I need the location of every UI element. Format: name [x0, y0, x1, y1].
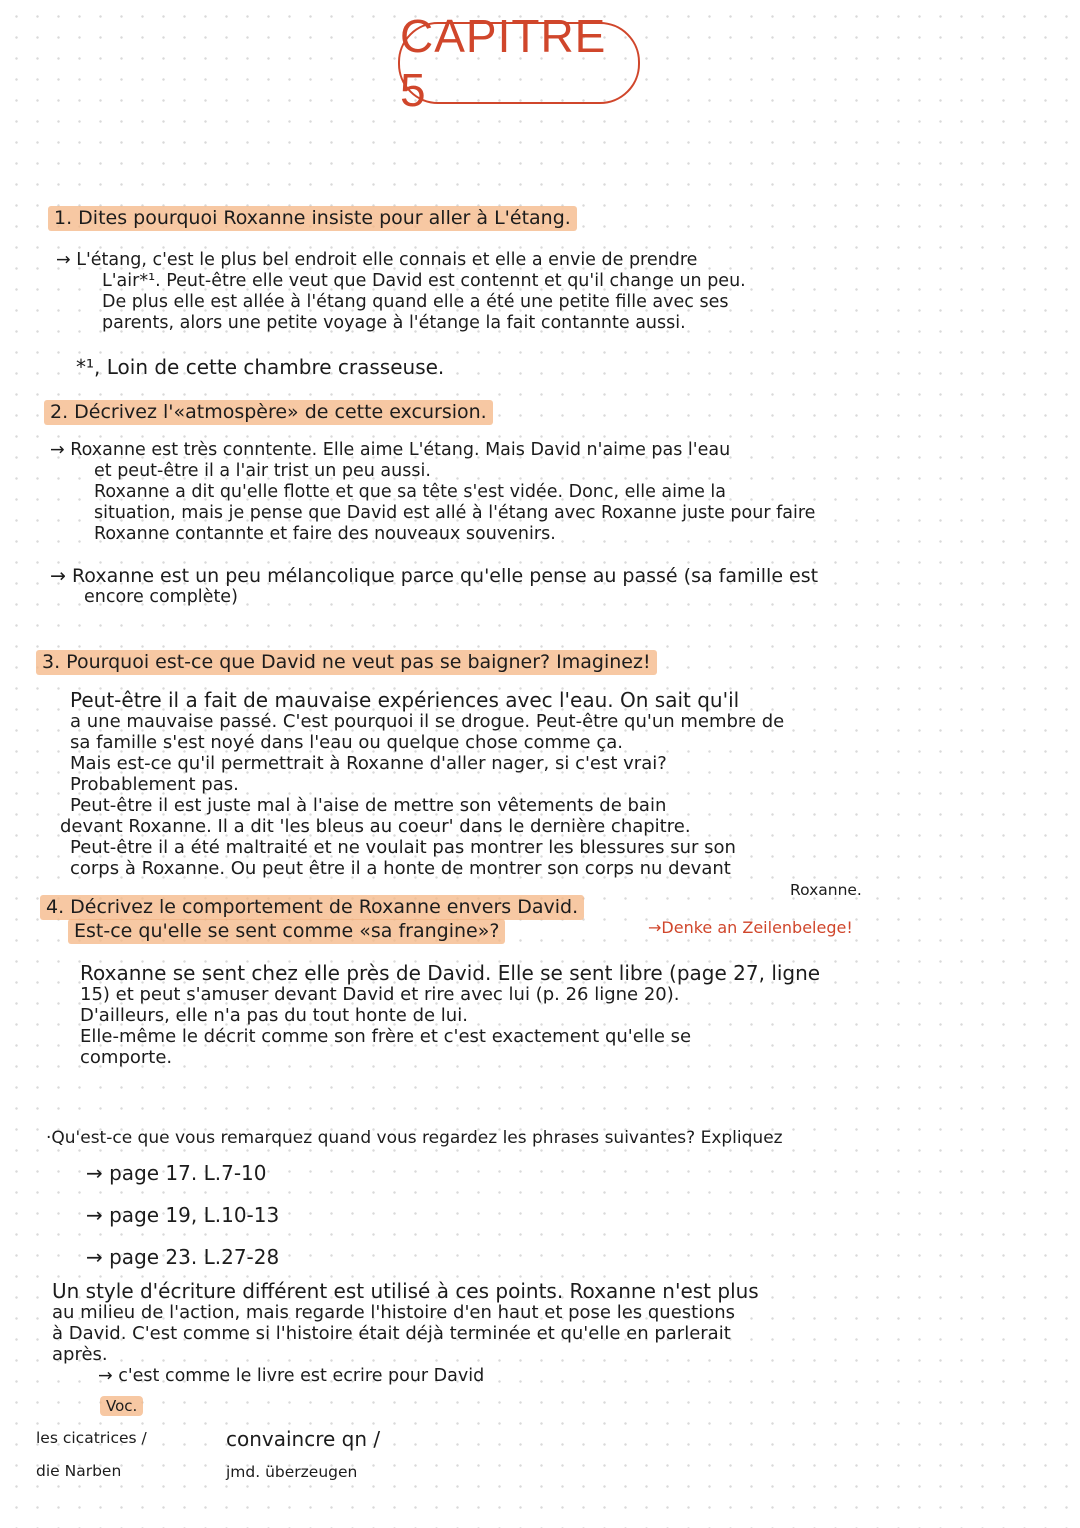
answer-line: a une mauvaise passé. C'est pourquoi il se drogue. Peut-être qu'un membre de	[70, 711, 785, 732]
vocabulary-label: Voc.	[100, 1396, 143, 1416]
page-references	[86, 1152, 279, 1278]
answer-line: Roxanne contannte et faire des nouveaux souvenirs.	[94, 524, 556, 544]
answer-line: parents, alors une petite voyage à l'étange la fait contannte aussi.	[102, 313, 686, 333]
answer-line: 15) et peut s'amuser devant David et rire avec lui (p. 26 ligne 20).	[80, 984, 680, 1005]
answer-line: Roxanne se sent chez elle près de David. Elle se sent libre (page 27, ligne	[80, 961, 821, 985]
answer-2b	[50, 566, 818, 608]
page-ref: → page 23. L.27-28	[86, 1245, 280, 1269]
answer-line: après.	[52, 1344, 108, 1365]
page-ref: → page 19, L.10-13	[86, 1203, 280, 1227]
vocabulary-right	[226, 1428, 380, 1483]
footnote: *¹, Loin de cette chambre crasseuse.	[76, 355, 445, 379]
answer-line: Peut-être il est juste mal à l'aise de mettre son vêtements de bain	[70, 795, 667, 816]
answer-line: Roxanne.	[790, 881, 862, 899]
answer-line: Peut-être il a été maltraité et ne voulait pas montrer les blessures sur son	[70, 837, 736, 858]
vocab-entry: die Narben	[36, 1462, 122, 1480]
answer-line: au milieu de l'action, mais regarde l'histoire d'en haut et pose les questions	[52, 1302, 736, 1323]
vocab-entry: jmd. überzeugen	[226, 1463, 358, 1481]
answer-line: → L'étang, c'est le plus bel endroit elle connais et elle a envie de prendre	[56, 250, 698, 270]
answer-line: → Roxanne est un peu mélancolique parce qu'elle pense au passé (sa famille est	[50, 565, 819, 587]
question-4	[40, 896, 584, 942]
answer-line: D'ailleurs, elle n'a pas du tout honte de lui.	[80, 1005, 468, 1026]
answer-5	[52, 1280, 759, 1365]
question-2: 2. Décrivez l'«atmospère» de cette excursion.	[44, 400, 493, 425]
answer-2a	[50, 440, 815, 545]
chapter-title: CAPITRE 5	[398, 22, 640, 104]
answer-line: situation, mais je pense que David est allé à l'étang avec Roxanne juste pour faire	[94, 503, 816, 523]
answer-line: Peut-être il a fait de mauvaise expériences avec l'eau. On sait qu'il	[70, 688, 740, 712]
answer-line: Mais est-ce qu'il permettrait à Roxanne d'aller nager, si c'est vrai?	[70, 753, 667, 774]
answer-line: L'air*¹. Peut-être elle veut que David est contennt et qu'il change un peu.	[102, 271, 746, 291]
answer-line: devant Roxanne. Il a dit 'les bleus au coeur' dans le dernière chapitre.	[60, 816, 691, 837]
answer-line: Probablement pas.	[70, 774, 239, 795]
answer-line: encore complète)	[84, 587, 238, 607]
answer-line: Roxanne a dit qu'elle flotte et que sa tête s'est vidée. Donc, elle aime la	[94, 482, 726, 502]
question-4-line-2: Est-ce qu'elle se sent comme «sa frangine»?	[68, 919, 505, 944]
vocab-entry: convaincre qn /	[226, 1427, 381, 1451]
answer-1	[56, 250, 746, 334]
answer-line: sa famille s'est noyé dans l'eau ou quelque chose comme ça.	[70, 732, 623, 753]
vocabulary-left	[36, 1428, 147, 1482]
conclusion: → c'est comme le livre est ecrire pour David	[98, 1366, 485, 1386]
answer-line: De plus elle est allée à l'étang quand elle a été une petite fille avec ses	[102, 292, 729, 312]
question-5: ·Qu'est-ce que vous remarquez quand vous regardez les phrases suivantes? Expliquez	[46, 1128, 783, 1148]
question-4-line-1: 4. Décrivez le comportement de Roxanne envers David.	[40, 895, 584, 920]
answer-line: et peut-être il a l'air trist un peu aussi.	[94, 461, 431, 481]
answer-line: à David. C'est comme si l'histoire était déjà terminée et qu'elle en parlerait	[52, 1323, 731, 1344]
question-3: 3. Pourquoi est-ce que David ne veut pas se baigner? Imaginez!	[36, 650, 657, 675]
answer-line: → Roxanne est très conntente. Elle aime L'étang. Mais David n'aime pas l'eau	[50, 440, 731, 460]
note: →Denke an Zeilenbelege!	[648, 918, 853, 937]
answer-line: Un style d'écriture différent est utilisé à ces points. Roxanne n'est plus	[52, 1279, 759, 1303]
question-1: 1. Dites pourquoi Roxanne insiste pour aller à L'étang.	[48, 206, 577, 231]
answer-line: Elle-même le décrit comme son frère et c'est exactement qu'elle se	[80, 1026, 692, 1047]
vocab-entry: les cicatrices /	[36, 1429, 147, 1447]
answer-3	[60, 688, 785, 879]
answer-line: corps à Roxanne. Ou peut être il a honte de montrer son corps nu devant	[70, 858, 731, 879]
answer-4	[80, 962, 820, 1068]
answer-line: comporte.	[80, 1047, 173, 1068]
page-ref: → page 17. L.7-10	[86, 1161, 267, 1185]
